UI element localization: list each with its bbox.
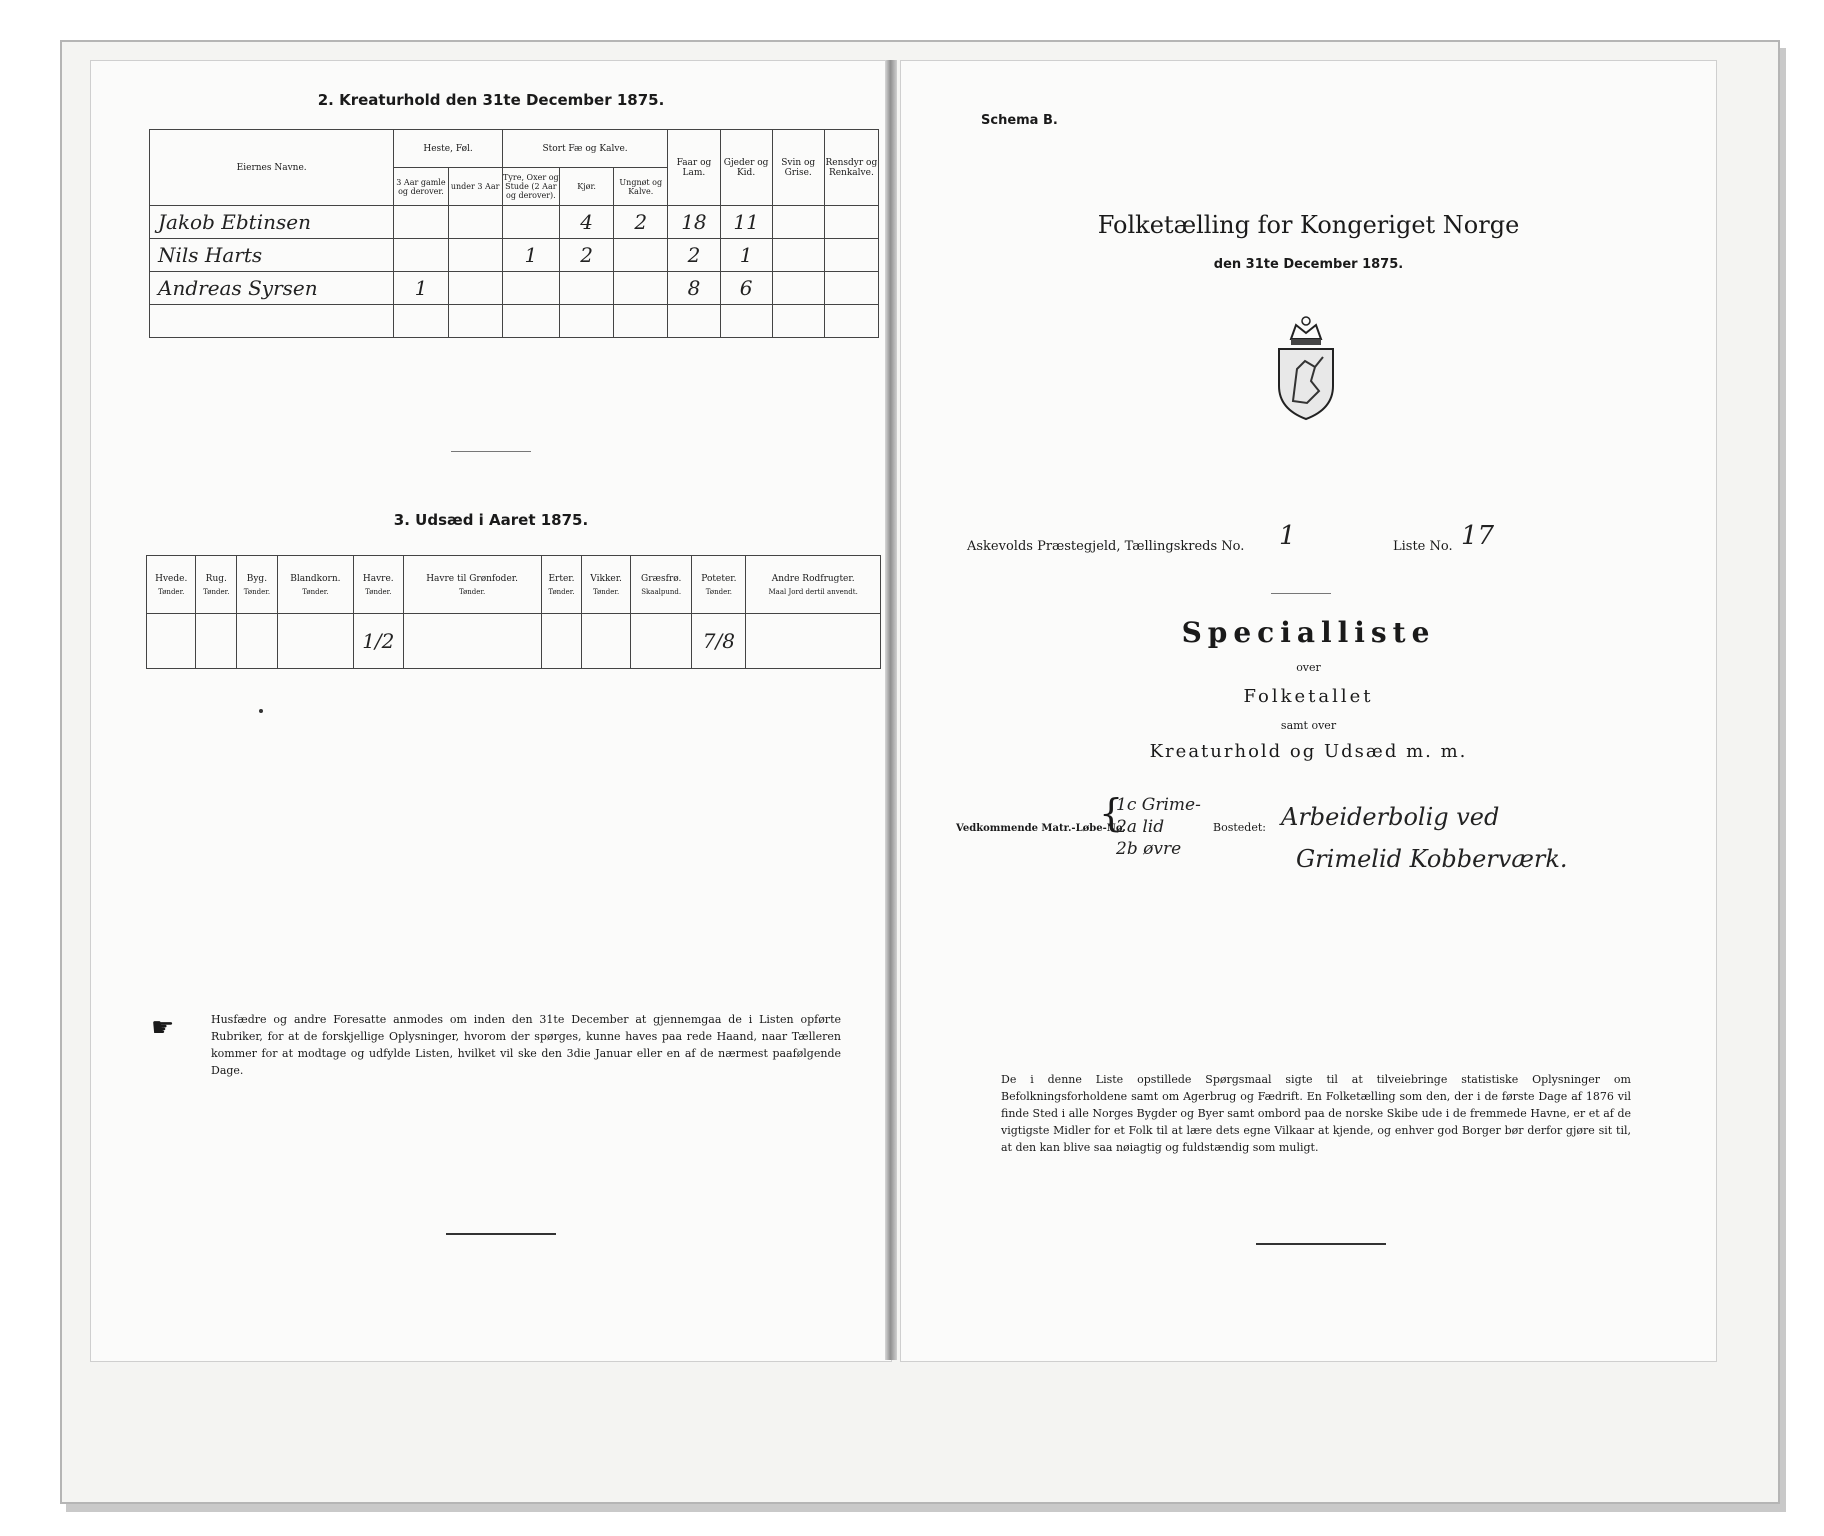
ink-dot <box>259 709 263 713</box>
seed-header-label: Rug. <box>205 573 227 584</box>
cell-svin <box>772 272 824 305</box>
cell-faar: 2 <box>668 239 720 272</box>
seed-unit-label: Tønder. <box>365 587 392 596</box>
seed-header-label: Erter. <box>548 573 575 584</box>
cell-gjeder: 1 <box>720 239 772 272</box>
seed-unit-label: Tønder. <box>302 587 329 596</box>
seed-unit-label: Tønder. <box>458 587 486 596</box>
bostedet-label: Bostedet: <box>1213 821 1266 834</box>
table-row <box>150 305 879 338</box>
seed-unit-label: Tønder. <box>705 587 733 596</box>
seed-header-label: Vikker. <box>590 573 622 584</box>
seed-unit-label: Tønder. <box>203 587 230 596</box>
header-stort-b: Kjør. <box>559 168 613 206</box>
cell-stort-c <box>614 239 668 272</box>
header-gjeder: Gjeder og Kid. <box>720 130 772 206</box>
cell-heste-a <box>394 239 448 272</box>
seed-header <box>582 556 631 614</box>
seed-value <box>746 614 881 669</box>
header-owner: Eiernes Navne. <box>150 130 394 206</box>
owner-name: Jakob Ebtinsen <box>150 206 394 239</box>
cell-stort-a: 1 <box>502 239 559 272</box>
matr-value: 1c Grime- <box>1116 795 1201 815</box>
cell-stort-a <box>502 272 559 305</box>
seed-unit-label: Tønder. <box>158 587 185 596</box>
census-date: den 31te December 1875. <box>1213 257 1404 272</box>
seed-header-label: Græsfrø. <box>641 573 682 584</box>
right-page <box>900 60 1717 1362</box>
table-row <box>147 614 881 669</box>
owner-name: Andreas Syrsen <box>150 272 394 305</box>
book-gutter <box>885 60 897 1360</box>
seed-value <box>403 614 541 669</box>
matr-label: Vedkommende Matr.-Løbe-No. <box>956 823 1126 834</box>
seed-unit-label: Maal Jord dertil anvendt. <box>768 587 858 596</box>
cell-svin <box>772 239 824 272</box>
purpose-note: De i denne Liste opstillede Spørgsmaal sigte til at tilveiebringe statistiske Oplysninger om Befolkningsforholdene samt om Agerbrug og Fædrift. En Folketælling som den, der i de første Dage af 1876 vil finde Sted i alle Norges Bygder og Byer samt ombord paa de norske Skibe ude i de fremmede Havne, er et af de vigtigste Midler for et Folk til at lære dets egne Vilkaar at kjende, og enhver god Borger bør derfor gjøre sit til, at den kan blive saa nøiagtig og fuldstændig som muligt. <box>1001 1073 1631 1154</box>
samt-over-text: samt over <box>1280 719 1337 732</box>
district-number: 1 <box>1279 521 1296 551</box>
schema-label: Schema B. <box>981 113 1058 128</box>
seed-header <box>630 556 692 614</box>
cell-ren <box>824 272 878 305</box>
folketallet-heading: Folketallet <box>1243 686 1374 707</box>
cell-heste-b <box>448 272 502 305</box>
seed-value <box>277 614 353 669</box>
cell-faar: 8 <box>668 272 720 305</box>
table-row <box>150 239 879 272</box>
divider <box>451 451 531 452</box>
owner-name: Nils Harts <box>150 239 394 272</box>
divider <box>446 1233 556 1235</box>
seed-header <box>692 556 746 614</box>
seed-header-label: Byg. <box>246 573 268 584</box>
divider <box>1271 593 1331 594</box>
norway-coat-of-arms-icon <box>1271 311 1341 421</box>
instructions-note: Husfædre og andre Foresatte anmodes om inden den 31te December at gjennemgaa de i Listen opførte Rubriker, for at de forskjellige Oplysninger, hvorom der spørges, kunne haves paa rede Haand, naar Tælleren kommer for at modtage og udfylde Listen, hvilket vil ske den 3die Januar eller en af de nærmest paafølgende Dage. <box>211 1013 841 1077</box>
cell-gjeder: 6 <box>720 272 772 305</box>
table-row <box>150 206 879 239</box>
seed-header <box>354 556 403 614</box>
pointing-hand-icon: ☛ <box>151 1013 175 1043</box>
header-stortfae: Stort Fæ og Kalve. <box>502 130 668 168</box>
cell-ren <box>824 206 878 239</box>
matr-value: 2b øvre <box>1116 839 1182 859</box>
seed-header-label: Havre til Grønfoder. <box>426 573 518 584</box>
header-heste-b: under 3 Aar <box>448 168 502 206</box>
brace: { <box>1099 791 1124 835</box>
bostedet-value: Grimelid Kobberværk. <box>1296 845 1568 873</box>
cell-heste-a: 1 <box>394 272 448 305</box>
seed-value <box>196 614 237 669</box>
cell-stort-a <box>502 206 559 239</box>
header-rensdyr: Rensdyr og Renkalve. <box>824 130 878 206</box>
seed-header <box>277 556 353 614</box>
seed-header-label: Poteter. <box>701 573 737 584</box>
seed-unit-label: Tønder. <box>548 587 575 596</box>
seed-unit-label: Tønder. <box>592 587 620 596</box>
left-page <box>90 60 892 1362</box>
seed-value <box>541 614 582 669</box>
seed-header-label: Havre. <box>362 573 394 584</box>
divider <box>1256 1243 1386 1245</box>
livestock-table <box>149 129 879 338</box>
header-heste-a: 3 Aar gamle og derover. <box>394 168 448 206</box>
cell-heste-a <box>394 206 448 239</box>
seed-table <box>146 555 881 669</box>
cell-ren <box>824 239 878 272</box>
cell-svin <box>772 206 824 239</box>
liste-number: 17 <box>1461 521 1495 551</box>
cell-stort-b: 2 <box>559 239 613 272</box>
cell-heste-b <box>448 206 502 239</box>
cell-gjeder: 11 <box>720 206 772 239</box>
specialliste-heading: Specialliste <box>1181 616 1436 649</box>
cell-stort-c <box>614 272 668 305</box>
header-faar: Faar og Lam. <box>668 130 720 206</box>
seed-value: 1/2 <box>354 614 403 669</box>
liste-label: Liste No. <box>1393 539 1453 554</box>
seed-value <box>630 614 692 669</box>
matr-value: 2a lid <box>1116 817 1165 837</box>
section2-title: 2. Kreaturhold den 31te December 1875. <box>317 91 665 109</box>
cell-stort-c: 2 <box>614 206 668 239</box>
cell-heste-b <box>448 239 502 272</box>
seed-header <box>746 556 881 614</box>
seed-unit-label: Tønder. <box>243 587 271 596</box>
seed-header <box>541 556 582 614</box>
seed-unit-label: Skaalpund. <box>641 587 682 596</box>
census-title: Folketælling for Kongeriget Norge <box>1097 211 1520 239</box>
kreaturhold-heading: Kreaturhold og Udsæd m. m. <box>1149 741 1468 762</box>
header-svin: Svin og Grise. <box>772 130 824 206</box>
seed-value: 7/8 <box>692 614 746 669</box>
cell-faar: 18 <box>668 206 720 239</box>
cell-stort-b: 4 <box>559 206 613 239</box>
cell-stort-b <box>559 272 613 305</box>
seed-header <box>237 556 278 614</box>
seed-header-label: Blandkorn. <box>290 573 341 584</box>
seed-header <box>147 556 196 614</box>
seed-value <box>237 614 278 669</box>
seed-header <box>403 556 541 614</box>
seed-value <box>147 614 196 669</box>
bostedet-value: Arbeiderbolig ved <box>1281 803 1500 831</box>
section3-title: 3. Udsæd i Aaret 1875. <box>393 511 589 529</box>
header-stort-c: Ungnøt og Kalve. <box>614 168 668 206</box>
header-stort-a: Tyre, Oxer og Stude (2 Aar og derover). <box>502 168 559 206</box>
seed-header <box>196 556 237 614</box>
over-text: over <box>1296 661 1321 674</box>
table-row <box>150 272 879 305</box>
seed-header-label: Hvede. <box>155 573 188 584</box>
seed-header-label: Andre Rodfrugter. <box>771 573 855 584</box>
seed-value <box>582 614 631 669</box>
district-label: Askevolds Præstegjeld, Tællingskreds No. <box>967 539 1245 554</box>
header-heste: Heste, Føl. <box>394 130 502 168</box>
document-spread <box>90 60 1780 1380</box>
